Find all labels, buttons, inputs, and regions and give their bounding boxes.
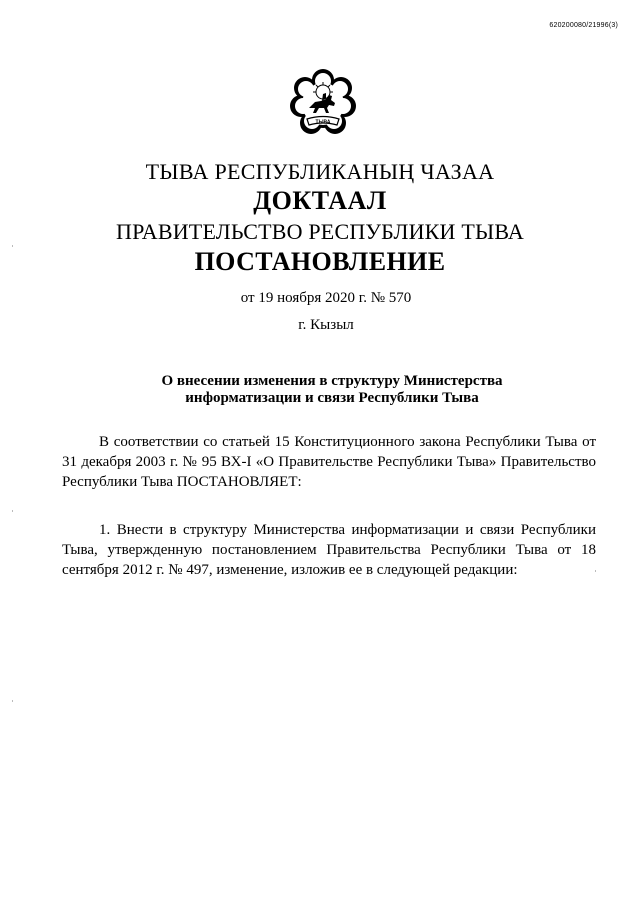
document-city: г. Кызыл — [298, 317, 354, 333]
tuva-government-name: ТЫВА РЕСПУБЛИКАНЫҢ ЧАЗАА — [145, 159, 495, 184]
tuva-document-type: ДОКТААЛ — [253, 186, 387, 215]
scan-speck — [12, 700, 13, 702]
scan-speck — [12, 245, 13, 247]
scan-speck — [12, 510, 13, 512]
document-id: 620200080/21996(3) — [549, 22, 618, 29]
government-name: ПРАВИТЕЛЬСТВО РЕСПУБЛИКИ ТЫВА — [116, 219, 524, 244]
emblem-banner-text: ТЫВА — [315, 119, 331, 126]
body-paragraph-2: 1. Внести в структуру Министерства информатизации и связи Республики Тыва, утвержденную постановлением Правительства Республики Тыва от 18 сентября 2012 г. № 497, изменение, изложив ее в следующей редакции: — [62, 522, 596, 578]
document-date-number: от 19 ноября 2020 г. № 570 — [240, 290, 412, 306]
document-subject-line-2: информатизации и связи Республики Тыва — [185, 390, 479, 406]
document-type: ПОСТАНОВЛЕНИЕ — [194, 247, 446, 276]
tuva-emblem-icon — [289, 68, 357, 140]
document-subject-line-1: О внесении изменения в структуру Министерства — [161, 373, 503, 389]
scan-speck — [595, 570, 596, 572]
body-paragraph-1: В соответствии со статьей 15 Конституционного закона Республики Тыва от 31 декабря 2003 г. № 95 ВХ-I «О Правительстве Республики Тыва» Правительство Республики Тыва ПОСТАНОВЛЯЕТ: — [62, 434, 596, 490]
